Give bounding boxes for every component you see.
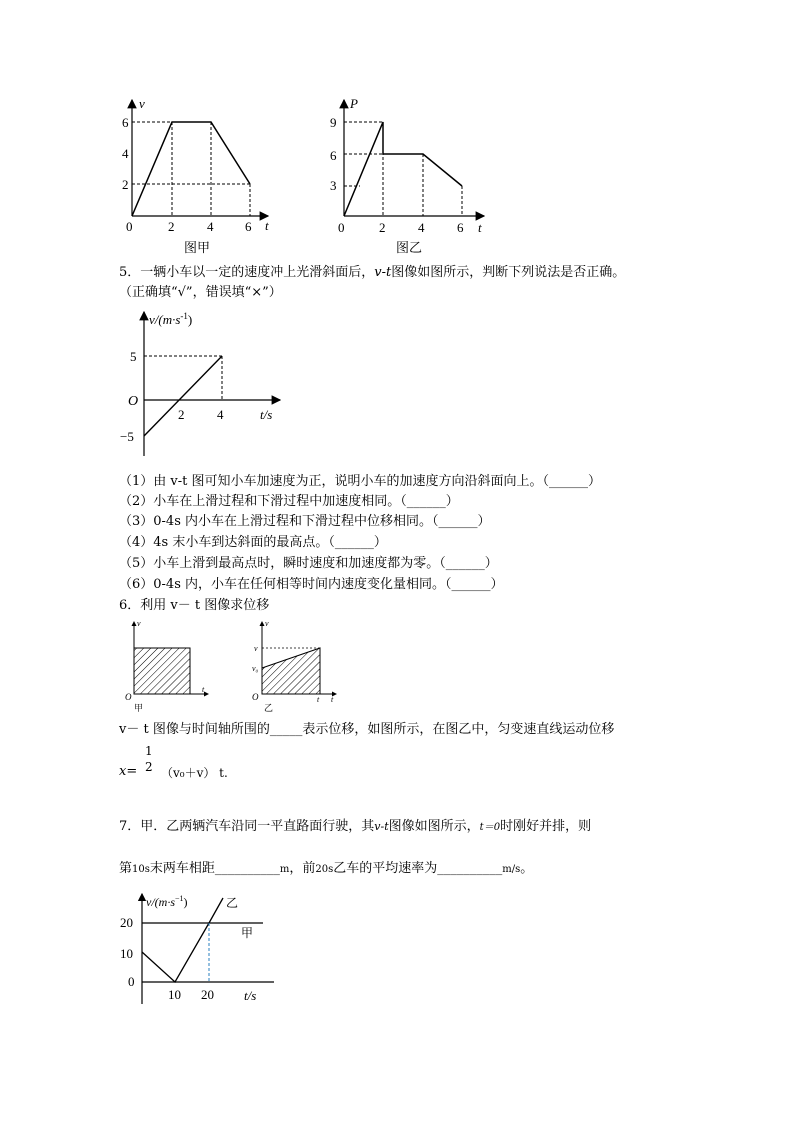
question-number: 6． [119, 598, 141, 613]
q7-stem [119, 818, 591, 837]
x-tick-label: 20 [201, 987, 214, 1002]
y-axis-label: $v/(m\cdot s^{-1})$ [146, 894, 188, 909]
y-axis-label: v [139, 96, 145, 111]
figure-caption: 图甲 [184, 240, 211, 255]
q7-text: 末两车相距__________ [149, 861, 280, 876]
y-tick-label: 4 [122, 146, 129, 161]
x-tick-label: 10 [168, 987, 181, 1002]
y-tick-label: 0 [128, 974, 135, 989]
q6-stem [119, 597, 269, 615]
vt-label: v-t [374, 820, 389, 833]
x-tick-label: 6 [457, 220, 464, 235]
series-yi-line [142, 898, 223, 982]
q5-stem-part: 图像如图所示，判断下列说法是否正确。 [391, 265, 626, 280]
q5-stem [119, 264, 625, 282]
question-number: 5． [119, 265, 141, 280]
y-axis-label: $v/(m\cdot s^{-1})$ [149, 311, 193, 327]
q7-line2 [119, 860, 533, 879]
time-20s: 20s [315, 864, 334, 875]
v-t-line [144, 356, 222, 436]
formula-x: x= [119, 764, 138, 779]
question-number: 7． [119, 819, 141, 834]
y-tick-label: 6 [122, 115, 129, 130]
q7-text: 第 [119, 861, 133, 876]
q5-item-3: （3）0-4s 内小车在上滑过程和下滑过程中位移相同。（______） [119, 514, 491, 529]
series-label-yi: 乙 [226, 896, 239, 910]
origin-label: O [128, 394, 139, 409]
origin-label: O [252, 692, 259, 702]
v-label: v [254, 644, 258, 653]
origin-label: 0 [126, 219, 133, 234]
q5-item-1: （1）由 v-t 图可知小车加速度为正，说明小车的加速度方向沿斜面向上。（______） [119, 474, 601, 489]
y-tick-label: 5 [130, 349, 137, 364]
q7-stem-part: 时刚好并排，则 [500, 819, 592, 834]
y-axis-label: v [137, 619, 141, 628]
vt-label: v-t [374, 265, 392, 280]
y-tick-label: 3 [330, 178, 337, 193]
x-axis-label: t/s [260, 407, 273, 422]
q6-figure-jia [124, 618, 214, 712]
x-axis-label: t [478, 220, 482, 235]
figure-caption: 乙 [264, 703, 274, 713]
y-tick-label: 10 [120, 946, 133, 961]
figure-caption: 甲 [134, 703, 144, 713]
q6-formula [119, 742, 379, 782]
q5-stem-part: 一辆小车以一定的速度冲上光滑斜面后， [140, 265, 375, 280]
y-axis-label: P [350, 96, 358, 111]
q7-vt-graph [118, 890, 278, 1010]
x-tick-label: 2 [379, 220, 386, 235]
q7-text: 。 [520, 861, 534, 876]
q7-stem-part: 图像如图所示， [388, 819, 480, 834]
y-tick-label: 20 [120, 915, 133, 930]
formula-denominator: 2 [145, 760, 153, 774]
y-tick-label: 6 [330, 148, 337, 163]
v0-label: v₀ [252, 664, 259, 673]
q6-figure-yi [250, 618, 342, 712]
q6-stem-text: 利用 v－ t 图像求位移 [140, 598, 270, 613]
q7-text: ，前 [289, 861, 316, 876]
unit-ms: m/s [502, 864, 521, 875]
y-tick-label: −5 [120, 429, 134, 444]
figure-caption: 图乙 [396, 240, 423, 255]
q5-note: （正确填“√”，错误填“×”） [119, 285, 282, 300]
q5-item-6: （6）0-4s 内，小车在任何相等时间内速度变化量相同。（______） [119, 577, 504, 592]
y-tick-label: 9 [330, 115, 337, 130]
area-region [262, 648, 320, 694]
x-tick-label: 2 [168, 219, 175, 234]
formula-rest: （v₀＋v） t. [161, 766, 228, 780]
series-label-jia: 甲 [241, 926, 254, 940]
origin-label: O [125, 692, 132, 702]
q5-item-2: （2）小车在上滑过程和下滑过程中加速度相同。（______） [119, 494, 459, 509]
x-axis-label: t/s [244, 988, 257, 1003]
q6-line1: v－ t 图像与时间轴所围的_____表示位移，如图所示，在图乙中，匀变速直线运动位移 [119, 722, 615, 737]
x-tick-label: 6 [245, 219, 252, 234]
y-tick-label: 2 [122, 177, 129, 192]
x-tick-label: 4 [217, 407, 224, 422]
figure-yi-pt-graph [326, 96, 496, 256]
x-axis-label: t [331, 695, 334, 704]
area-region [134, 648, 190, 694]
q7-text: 乙车的平均速率为__________ [333, 861, 503, 876]
x-tick-label: 4 [418, 220, 425, 235]
x-axis-label: t [202, 685, 205, 694]
origin-label: 0 [338, 220, 345, 235]
q5-vt-graph [118, 308, 288, 468]
p-t-line [344, 122, 462, 216]
q5-item-5: （5）小车上滑到最高点时，瞬时速度和加速度都为零。（______） [119, 556, 498, 571]
x-axis-label: t [265, 218, 269, 233]
q7-stem-part: 甲．乙两辆汽车沿同一平直路面行驶，其 [140, 819, 375, 834]
x-tick-label: 4 [207, 219, 214, 234]
t0-label: t＝0 [479, 822, 501, 833]
q5-item-4: （4）4s 末小车到达斜面的最高点。（______） [119, 535, 387, 550]
formula-numerator: 1 [145, 744, 153, 758]
time-10s: 10s [132, 864, 150, 875]
x-tick-label: 2 [178, 407, 185, 422]
v-t-line [132, 122, 250, 216]
y-axis-label: v [265, 619, 269, 628]
figure-jia-vt-graph [118, 96, 288, 256]
t-label: t [317, 695, 320, 704]
unit-m: m [279, 864, 290, 875]
